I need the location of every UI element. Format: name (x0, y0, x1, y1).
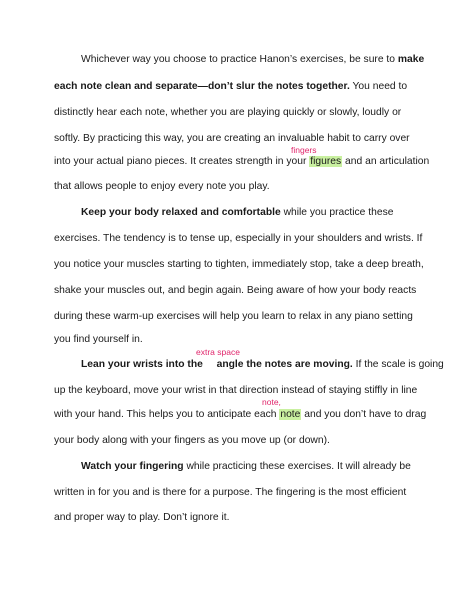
highlight-note: note (280, 409, 301, 420)
p4-text: while practicing these exercises. It will already be (183, 461, 411, 472)
p1-line-6: that allows people to enjoy every note you play. (54, 181, 270, 192)
p1-text: You need to (349, 81, 408, 92)
p3-line-1 (81, 358, 444, 371)
p3-line-3 (54, 408, 426, 421)
p2-bold-phrase: Keep your body relaxed and comfortable (81, 207, 281, 218)
p4-bold-phrase: Watch your fingering (81, 461, 184, 472)
annotation-fingers: fingers (291, 145, 317, 155)
p1-line-1 (81, 53, 424, 66)
p1-line-5 (54, 155, 429, 168)
p3-line-2: up the keyboard, move your wrist in that direction instead of staying stiffly in line (54, 385, 418, 396)
p1-line-2 (54, 80, 407, 93)
p2-line-1 (81, 206, 393, 219)
p1-line-4: softly. By practicing this way, you are creating an invaluable habit to carry over (54, 133, 410, 144)
p3-text: with your hand. This helps you to anticipate each (54, 409, 280, 420)
p3-bold-phrase-start: Lean your wrists into the (81, 359, 206, 370)
highlight-figures: figures (310, 156, 342, 167)
p1-text: into your actual piano pieces. It creates strength in your (54, 156, 310, 167)
p1-bold-phrase: each note clean and separate—don’t slur the notes together. (54, 81, 350, 92)
p3-bold-phrase-end: angle the notes are moving. (213, 359, 353, 370)
p2-line-5: during these warm-up exercises will help you learn to relax in any piano setting (54, 311, 413, 322)
p1-bold-make: make (397, 54, 425, 65)
p3-text: and you don’t have to drag (301, 409, 427, 420)
annotation-extra-space: extra space (196, 347, 240, 357)
p2-line-3: you notice your muscles starting to tighten, immediately stop, take a deep breath, (54, 259, 424, 270)
p1-line-3: distinctly hear each note, whether you are playing quickly or slowly, loudly or (54, 107, 402, 118)
p2-line-6: you find yourself in. (54, 334, 143, 345)
p2-line-4: shake your muscles out, and begin again. Being aware of how your body reacts (54, 285, 417, 296)
p3-text: If the scale is going (352, 359, 444, 370)
p4-line-1 (81, 460, 411, 473)
p1-text: Whichever way you choose to practice Hanon’s exercises, be sure to (81, 54, 398, 65)
p2-text: while you practice these (280, 207, 394, 218)
p3-line-4: your body along with your fingers as you move up (or down). (54, 435, 330, 446)
p1-text: and an articulation (342, 156, 430, 167)
annotation-note-comma: note, (262, 397, 281, 407)
p4-line-2: written in for you and is there for a purpose. The fingering is the most efficient (54, 487, 407, 498)
p4-line-3: and proper way to play. Don’t ignore it. (54, 512, 230, 523)
p2-line-2: exercises. The tendency is to tense up, especially in your shoulders and wrists. If (54, 233, 423, 244)
